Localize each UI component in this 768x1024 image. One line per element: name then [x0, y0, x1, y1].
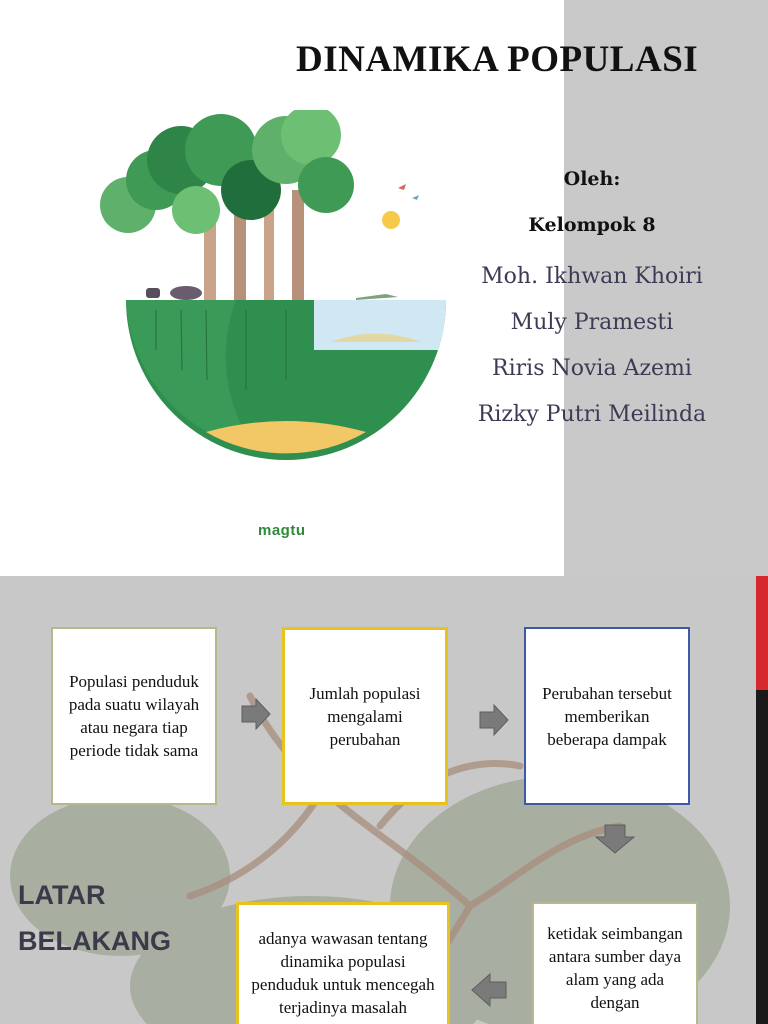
by-label: Oleh:	[563, 168, 621, 190]
edge-bar-red	[756, 576, 768, 690]
slide-title: DINAMIKA POPULASI	[296, 39, 699, 80]
member-name: Rizky Putri Meilinda	[477, 402, 707, 427]
flow-box-3: Perubahan tersebut memberikan beberapa dampak	[524, 627, 690, 805]
member-name: Muly Pramesti	[510, 310, 674, 335]
arrow-right-icon	[240, 697, 272, 731]
group-label: Kelompok 8	[528, 214, 656, 236]
flow-box-1: Populasi penduduk pada suatu wilayah atau negara tiap periode tidak sama	[51, 627, 217, 805]
flow-box-2: Jumlah populasi mengalami perubahan	[282, 627, 448, 805]
arrow-right-icon	[478, 703, 510, 737]
section-title-line: BELAKANG	[18, 926, 171, 956]
arrow-down-icon	[594, 823, 636, 855]
flow-box-5: adanya wawasan tentang dinamika populasi penduduk untuk mencegah terjadinya masalah	[236, 902, 450, 1024]
credits	[466, 162, 718, 438]
brand-logo: magtu	[258, 522, 306, 539]
ecosystem-illustration	[86, 110, 466, 460]
flow-box-4: ketidak seimbangan antara sumber daya alam yang ada dengan	[532, 902, 698, 1024]
member-name: Moh. Ikhwan Khoiri	[481, 264, 703, 289]
arrow-left-icon	[470, 972, 508, 1008]
section-title	[18, 872, 171, 964]
background-slide	[0, 576, 768, 1024]
section-title-line: LATAR	[18, 880, 106, 910]
member-name: Riris Novia Azemi	[492, 356, 692, 381]
